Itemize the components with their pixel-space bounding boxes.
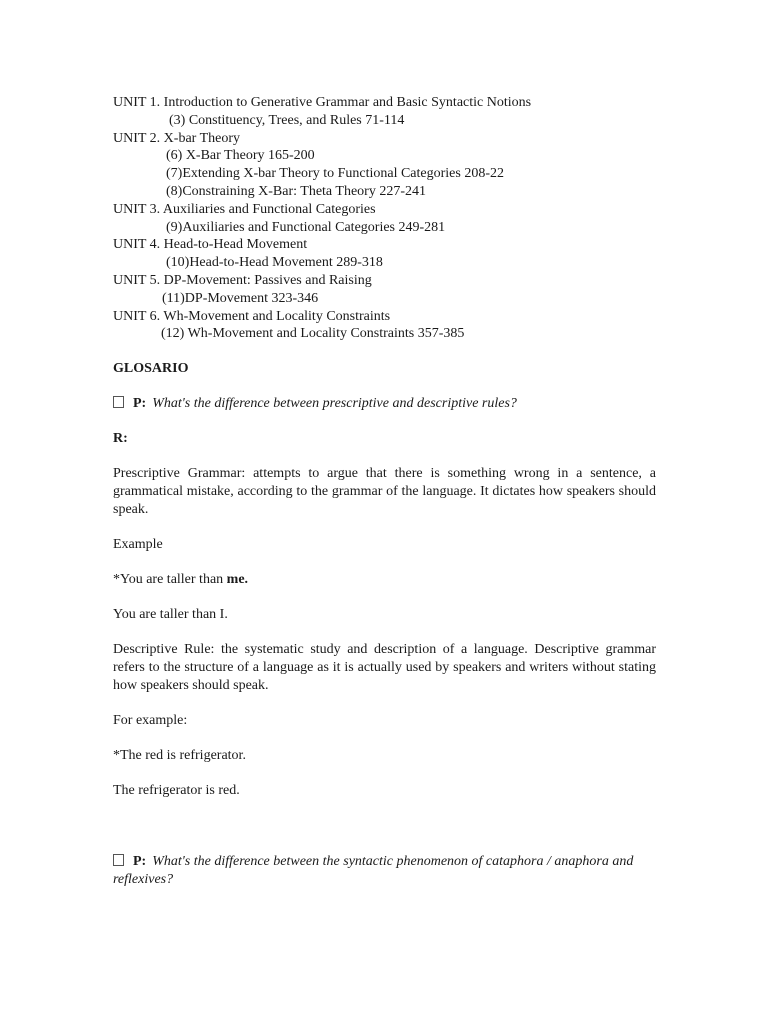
example-1-incorrect [113,571,656,589]
example-label: Example [113,537,163,553]
descriptive-definition: Descriptive Rule: the systematic study and description of a language. Descriptive grammar refers to the structure of a language as it is actually used by speakers and writers without stating how speakers should speak. [113,642,656,694]
example-2-incorrect: *The red is refrigerator. [113,748,246,764]
chapter-6-entry: (6) X-Bar Theory 165-200 [166,148,315,164]
unit-6-heading: UNIT 6. Wh-Movement and Locality Constraints [113,308,391,324]
chapter-11-entry: (11)DP-Movement 323-346 [162,290,319,306]
chapter-10-entry: (10)Head-to-Head Movement 289-318 [166,255,383,271]
unit-3-heading: UNIT 3. Auxiliaries and Functional Categories [113,201,376,217]
example-1-bold-word: me. [226,572,249,588]
example-1-incorrect-text: *You are taller than [113,572,227,588]
question-1-text: What's the difference between prescriptive and descriptive rules? [152,396,517,412]
for-example-label: For example: [113,713,188,729]
question-1 [113,395,656,413]
chapter-12-entry: (12) Wh-Movement and Locality Constraints 357-385 [161,326,465,342]
checkbox-icon [113,854,124,866]
question-label: P: [133,396,147,412]
table-of-contents [113,94,656,343]
question-label: P: [133,854,147,870]
answer-label: R: [113,431,128,447]
unit-1-heading: UNIT 1. Introduction to Generative Grammar and Basic Syntactic Notions [113,95,532,110]
chapter-9-entry: (9)Auxiliaries and Functional Categories 249-281 [166,219,446,235]
chapter-8-entry: (8)Constraining X-Bar: Theta Theory 227-241 [166,183,426,199]
example-1-correct: You are taller than I. [113,607,228,623]
chapter-3-entry: (3) Constituency, Trees, and Rules 71-114 [169,112,405,128]
document-page [113,94,656,889]
unit-5-heading: UNIT 5. DP-Movement: Passives and Raising [113,272,372,288]
prescriptive-definition: Prescriptive Grammar: attempts to argue that there is something wrong in a sentence, a grammatical mistake, according to the grammar of the language. It dictates how speakers should speak. [113,466,656,518]
glossary-title: GLOSARIO [113,361,189,377]
unit-4-heading: UNIT 4. Head-to-Head Movement [113,237,308,253]
question-2-text: What's the difference between the syntactic phenomenon of cataphora / anaphora and reflexives? [113,854,634,888]
question-2 [113,853,656,889]
chapter-7-entry: (7)Extending X-bar Theory to Functional Categories 208-22 [166,166,504,182]
checkbox-icon [113,396,124,408]
unit-2-heading: UNIT 2. X-bar Theory [113,130,241,146]
example-2-correct: The refrigerator is red. [113,783,240,799]
